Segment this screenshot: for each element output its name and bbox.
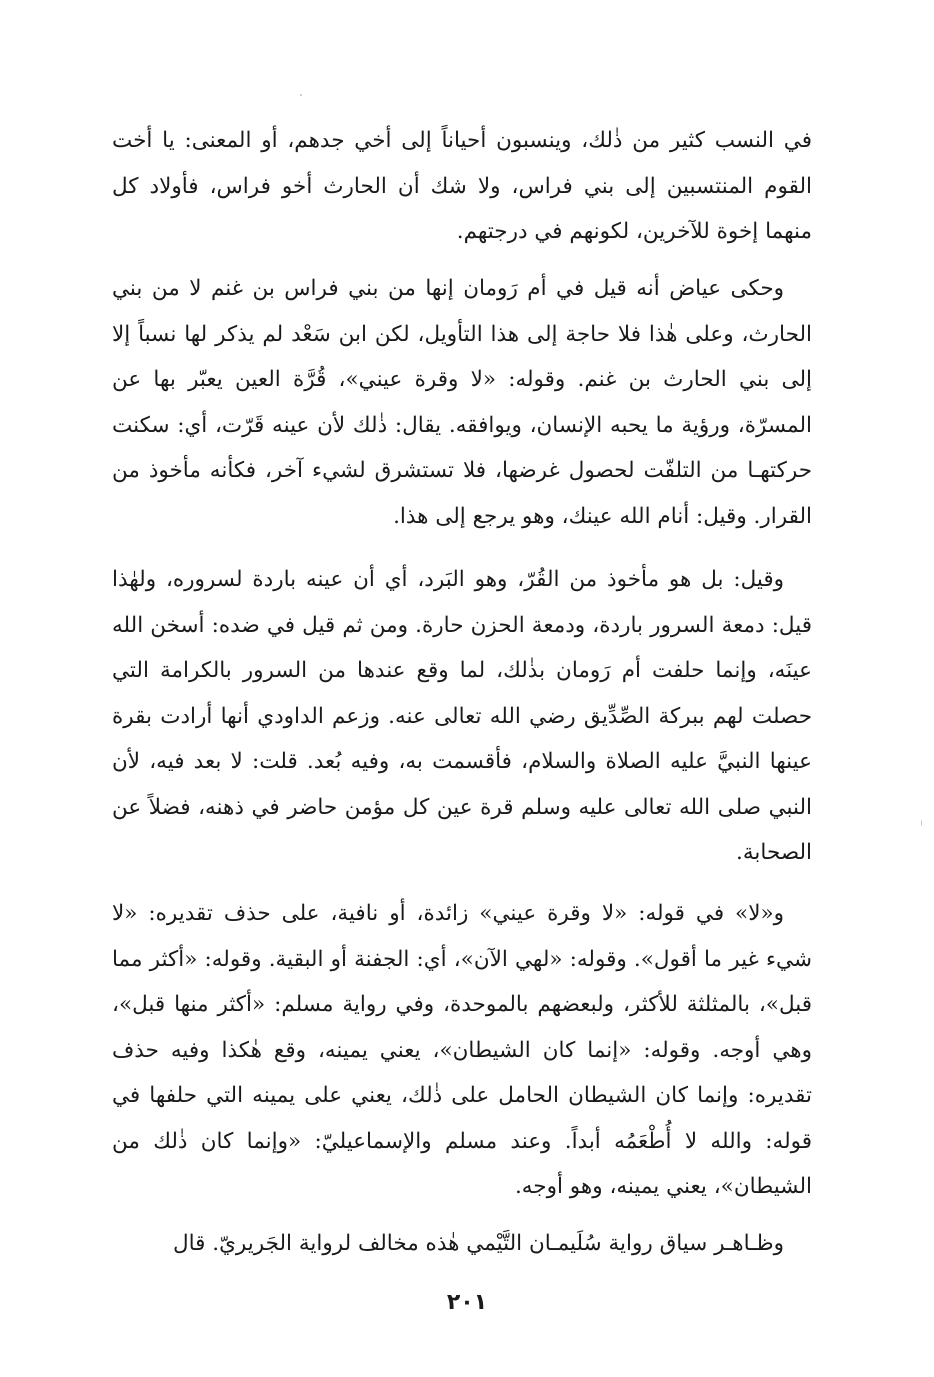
page-number: ٢٠١ bbox=[446, 1290, 488, 1315]
paragraph-2: وحكى عياض أنه قيل في أم رَومان إنها من بني فراس بن غنم لا من بني الحارث، وعلى هٰذا فلا حاجة إلى هذا التأويل، لكن ابن سَعْد لم يذكر لها نسباً إلا إلى بني الحارث بن غنم. وقوله: «لا وقرة عيني»، قُرَّة العين يعبّر بها عن المسرّة، ورؤية ما يحبه الإنسان، ويوافقه. يقال: ذٰلك لأن عينه قَرّت، أي: سكنت حركتهـا من التلفّت لحصول غرضها، فلا تستشرق لشيء آخر، فكأنه مأخوذ من القرار. وقيل: أنام الله عينك، وهو يرجع إلى هذا. bbox=[112, 276, 812, 529]
paragraph-1: في النسب كثير من ذٰلك، وينسبون أحياناً إلى أخي جدهم، أو المعنى: يا أخت القوم المنتسبين إلى بني فراس، ولا شك أن الحارث أخو فراس، فأولاد كل منهما إخوة للآخرين، لكونهم في درجتهم. bbox=[112, 128, 812, 244]
body-text-block bbox=[112, 118, 812, 255]
paragraph-5: وظـاهـر سياق رواية سُلَيمـان التَّيْمي هٰذه مخالف لرواية الجَريريّ. قال bbox=[172, 1231, 784, 1256]
body-text-block bbox=[112, 266, 812, 539]
paragraph-4: و«لا» في قوله: «لا وقرة عيني» زائدة، أو نافية، على حذف تقديره: «لا شيء غير ما أقول». وقوله: «لهي الآن»، أي: الجفنة أو البقية. وقوله: «أكثر مما قبل»، بالمثلثة للأكثر، ولبعضهم بالموحدة، وفي رواية مسلم: «أكثر منها قبل»، وهي أوجه. وقوله: «إنما كان الشيطان»، يعني يمينه، وقع هٰكذا وفيه حذف تقديره: وإنما كان الشيطان الحامل على ذٰلك، يعني على يمينه التي حلفها في قوله: والله لا أُطْعَمُه أبداً. وعند مسلم والإسماعيليّ: «وإنما كان ذٰلك من الشيطان»، يعني يمينه، وهو أوجه. bbox=[112, 901, 812, 1199]
paper-speck bbox=[300, 94, 302, 96]
paragraph-3: وقيل: بل هو مأخوذ من القُرّ، وهو البَرد، أي أن عينه باردة لسروره، ولهٰذا قيل: دمعة السرور باردة، ودمعة الحزن حارة. ومن ثم قيل في ضده: أسخن الله عينَه، وإنما حلفت أم رَومان بذٰلك، لما وقع عندها من السرور بالكرامة التي حصلت لهم ببركة الصِّدِّيق رضي الله تعالى عنه. وزعم الداودي أنها أرادت بقرة عينها النبيَّ عليه الصلاة والسلام، فأقسمت به، وفيه بُعد. قلت: لا بعد فيه، لأن النبي صلى الله تعالى عليه وسلم قرة عين كل مؤمن حاضر في ذهنه، فضلاً عن الصحابة. bbox=[112, 567, 812, 865]
body-text-block bbox=[112, 1221, 812, 1267]
body-text-block bbox=[112, 557, 812, 876]
body-text-block bbox=[112, 891, 812, 1210]
paper-speck bbox=[921, 820, 922, 826]
